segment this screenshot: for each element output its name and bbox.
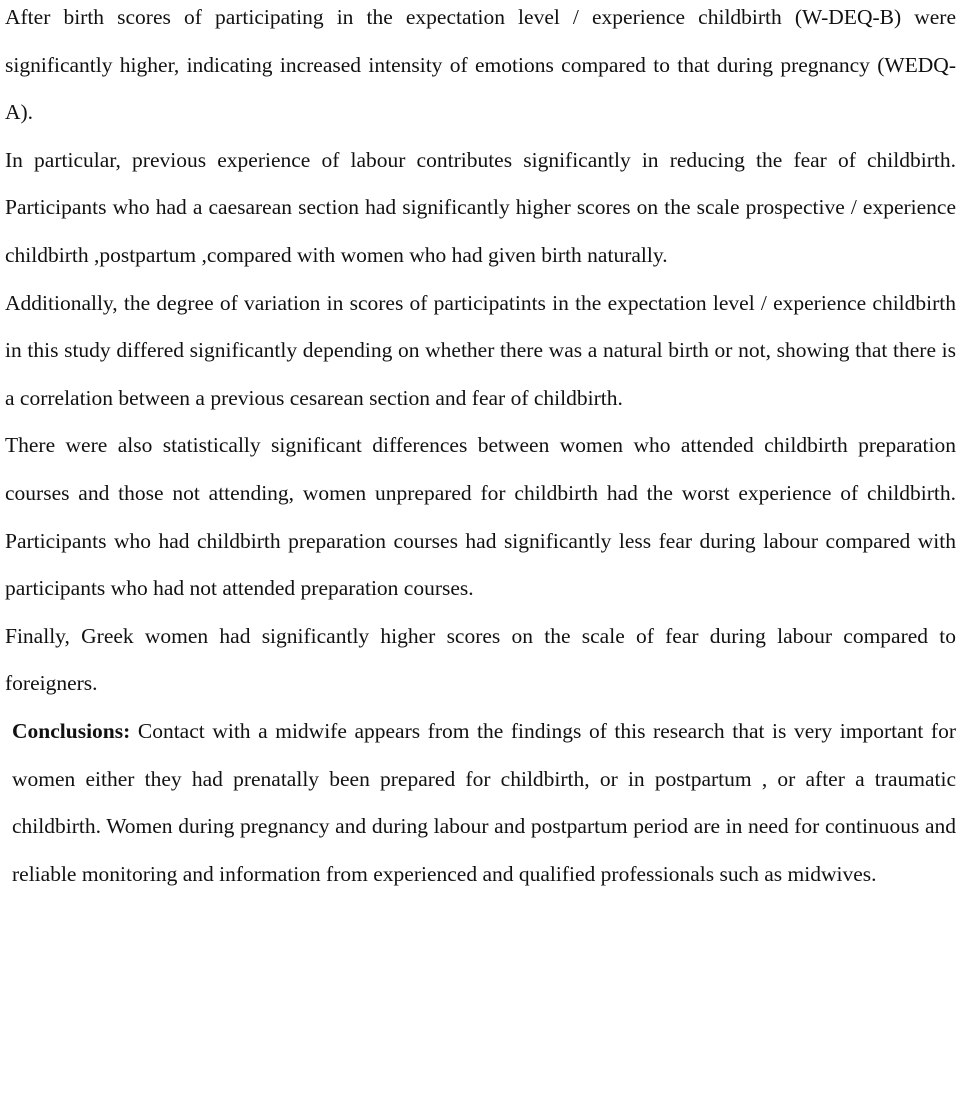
conclusions-text: Contact with a midwife appears from the findings of this research that is very important for women either they had prenatally been prepared for childbirth, or in postpartum , or after a traumatic childbirth. Women during pregnancy and during labour and postpartum period are in need for continuous and reliable monitoring and information from experienced and qualified professionals such as midwives. [12,718,956,886]
paragraph-preparation-courses: There were also statistically significant differences between women who attended childbirth preparation courses and those not attending, women unprepared for childbirth had the worst experience of childbirth. Participants who had childbirth preparation courses had significantly less fear during labour compared with participants who had not attended preparation courses. [5,433,956,601]
conclusions-label: Conclusions: [12,718,131,743]
conclusions-paragraph [5,708,956,898]
paragraph-previous-experience: In particular, previous experience of labour contributes significantly in reducing the fear of childbirth. Participants who had a caesarean section had significantly higher scores on the scale prospective / experience childbirth ,postpartum ,compared with women who had given birth naturally. [5,147,956,267]
paragraph-after-birth-scores: After birth scores of participating in the expectation level / experience childbirth (W-DEQ-B) were significantly higher, indicating increased intensity of emotions compared to that during pregnancy (WEDQ-A). [5,5,956,125]
paragraph-greek-women: Finally, Greek women had significantly higher scores on the scale of fear during labour compared to foreigners. [5,623,956,696]
paragraph-variation-in-scores: Additionally, the degree of variation in scores of participatints in the expectation level / experience childbirth in this study differed significantly depending on whether there was a natural birth or not, showing that there is a correlation between a previous cesarean section and fear of childbirth. [5,290,956,410]
